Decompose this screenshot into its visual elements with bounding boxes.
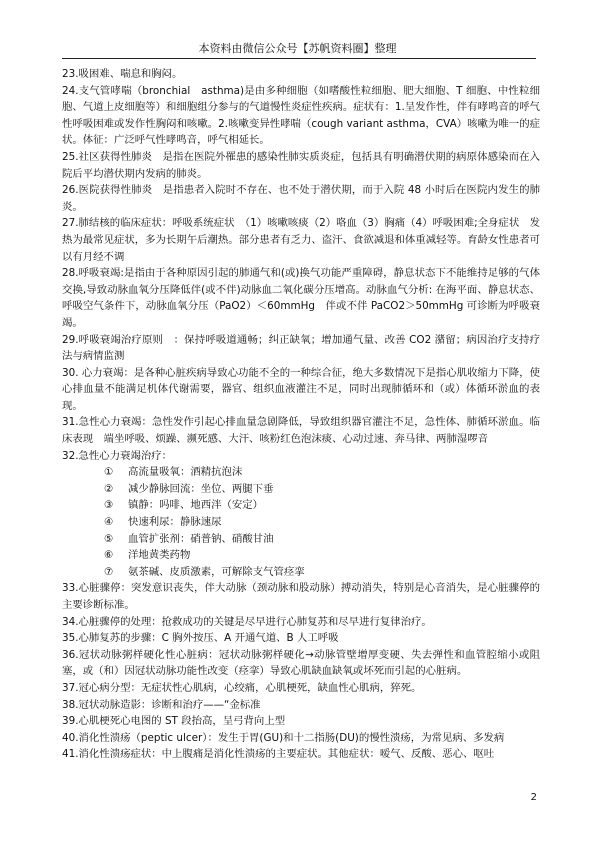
paragraph-29: 29.呼吸衰竭治疗原则 ：保持呼吸道通畅；纠正缺氧；增加通气量、改善 CO2 潴留；病因治疗支持疗法与病情监测 [62, 333, 540, 363]
treatment-item [62, 514, 540, 531]
paragraph-33: 33.心脏骤停：突发意识丧失，伴大动脉（颈动脉和股动脉）搏动消失，特别是心音消失，是心脏骤停的主要诊断标准。 [62, 582, 540, 611]
paragraph-37: 37.冠心病分型：无症状性心肌病，心绞痛，心肌梗死，缺血性心肌病，猝死。 [62, 681, 422, 694]
treatment-number: ① [104, 466, 114, 479]
paragraph-35: 35.心肺复苏的步骤：C 胸外按压、A 开通气道、B 人工呼吸 [62, 632, 339, 645]
page-number: 2 [530, 792, 537, 803]
paragraph-40: 40.消化性溃疡（peptic ulcer）：发生于胃(GU)和十二指肠(DU)的慢性溃疡，为常见病、多发病 [62, 731, 505, 744]
document-body [62, 66, 540, 763]
paragraph-24: 24.支气管哮喘（bronchial asthma)是由多种细胞（如嗜酸性粒细胞、肥大细胞、T 细胞、中性粒细胞、气道上皮细胞等）和细胞组分参与的气道慢性炎症性疾病。症状有：1.呈发作性，伴有哮鸣音的呼气性呼吸困难或发作性胸闷和咳嗽。2.咳嗽变异性哮喘（cough variant asthma，CVA）咳嗽为唯一的症状。体征：广泛呼气性哮鸣音，呼气相延长。 [62, 84, 540, 147]
paragraph-28: 28.呼吸衰竭:是指由于各种原因引起的肺通气和(或)换气功能严重障碍，静息状态下不能维持足够的气体交换,导致动脉血氧分压降低伴(或不伴)动脉血二氧化碳分压增高。动脉血气分析: 在海平面、静息状态、呼吸空气条件下，动脉血氧分压（PaO2）＜60mmHg 伴或不伴 PaCO2＞50mmHg 可诊断为呼吸衰竭。 [62, 267, 540, 329]
treatment-text: 快速利尿：静脉速尿 [128, 516, 222, 529]
paragraph-27: 27.肺结核的临床症状：呼吸系统症状 （1）咳嗽咳痰（2）咯血（3）胸痛（4）呼吸困难;全身症状 发热为最常见症状，多为长期午后潮热。部分患者有乏力、盗汗、食欲减退和体重减轻等。育龄女性患者可以有月经不调 [62, 217, 540, 263]
treatment-text: 氨茶碱、皮质激素，可解除支气管痉挛 [128, 565, 305, 578]
treatment-item [62, 564, 540, 581]
treatment-text: 高流量吸氧：酒精抗泡沫 [128, 466, 243, 479]
treatment-number: ④ [104, 516, 114, 529]
treatment-item [62, 497, 540, 514]
treatment-number: ⑦ [104, 565, 114, 578]
paragraph-39: 39.心肌梗死心电图的 ST 段抬高，呈弓背向上型 [62, 715, 286, 728]
treatment-text: 血管扩张剂：硝普钠、硝酸甘油 [128, 532, 274, 545]
treatment-text: 洋地黄类药物 [128, 549, 191, 562]
treatment-number: ⑥ [104, 549, 114, 562]
paragraph-23: 23.吸困难、喘息和胸闷。 [62, 68, 183, 80]
treatment-number: ⑤ [104, 532, 114, 545]
treatment-number: ③ [104, 499, 114, 512]
paragraph-41: 41.消化性溃疡症状：中上腹痛是消化性溃疡的主要症状。其他症状：嗳气、反酸、恶心、呕吐 [62, 748, 495, 761]
paragraph-36: 36.冠状动脉粥样硬化性心脏病：冠状动脉粥样硬化→动脉管壁增厚变硬、失去弹性和血管腔缩小或阻塞，或（和）因冠状动脉功能性改变（痉挛）导致心肌缺血缺氧或坏死而引起的心脏病。 [62, 648, 540, 678]
treatment-number: ② [104, 482, 114, 495]
treatment-item [62, 464, 540, 481]
paragraph-32: 32.急性心力衰竭治疗： [62, 449, 173, 462]
paragraph-30: 30. 心力衰竭：是各种心脏疾病导致心功能不全的一种综合征，绝大多数情况下是指心肌收缩力下降，使心排血量不能满足机体代谢需要，器官、组织血液灌注不足，同时出现肺循环和（或）体循环淤血的表现。 [62, 366, 540, 412]
paragraph-26: 26.医院获得性肺炎 是指患者入院时不存在、也不处于潜伏期，而于入院 48 小时后在医院内发生的肺炎。 [62, 184, 540, 213]
treatment-item [62, 547, 540, 564]
paragraph-31: 31.急性心力衰竭：急性发作引起心排血量急剧降低，导致组织器官灌注不足，急性体、肺循环淤血。临床表现 端坐呼吸、烦躁、濒死感、大汗、咳粉红色泡沫痰、心动过速、奔马律、两肺湿啰音 [62, 416, 540, 446]
paragraph-34: 34.心脏骤停的处理：抢救成功的关键是尽早进行心肺复苏和尽早进行复律治疗。 [62, 615, 432, 628]
treatment-item [62, 531, 540, 548]
treatment-text: 减少静脉回流：坐位、两腿下垂 [128, 482, 274, 495]
paragraph-38: 38.冠状动脉造影：诊断和治疗——“金标准 [62, 698, 261, 711]
treatment-item [62, 481, 540, 498]
treatment-text: 镇静：吗啡、地西泮（安定） [128, 499, 264, 512]
paragraph-25: 25.社区获得性肺炎 是指在医院外罹患的感染性肺实质炎症，包括具有明确潜伏期的病原体感染而在入院后平均潜伏期内发病的肺炎。 [62, 150, 540, 180]
header-divider [62, 58, 536, 59]
document-header: 本资料由微信公众号【苏帆资料圈】整理 [198, 42, 397, 55]
